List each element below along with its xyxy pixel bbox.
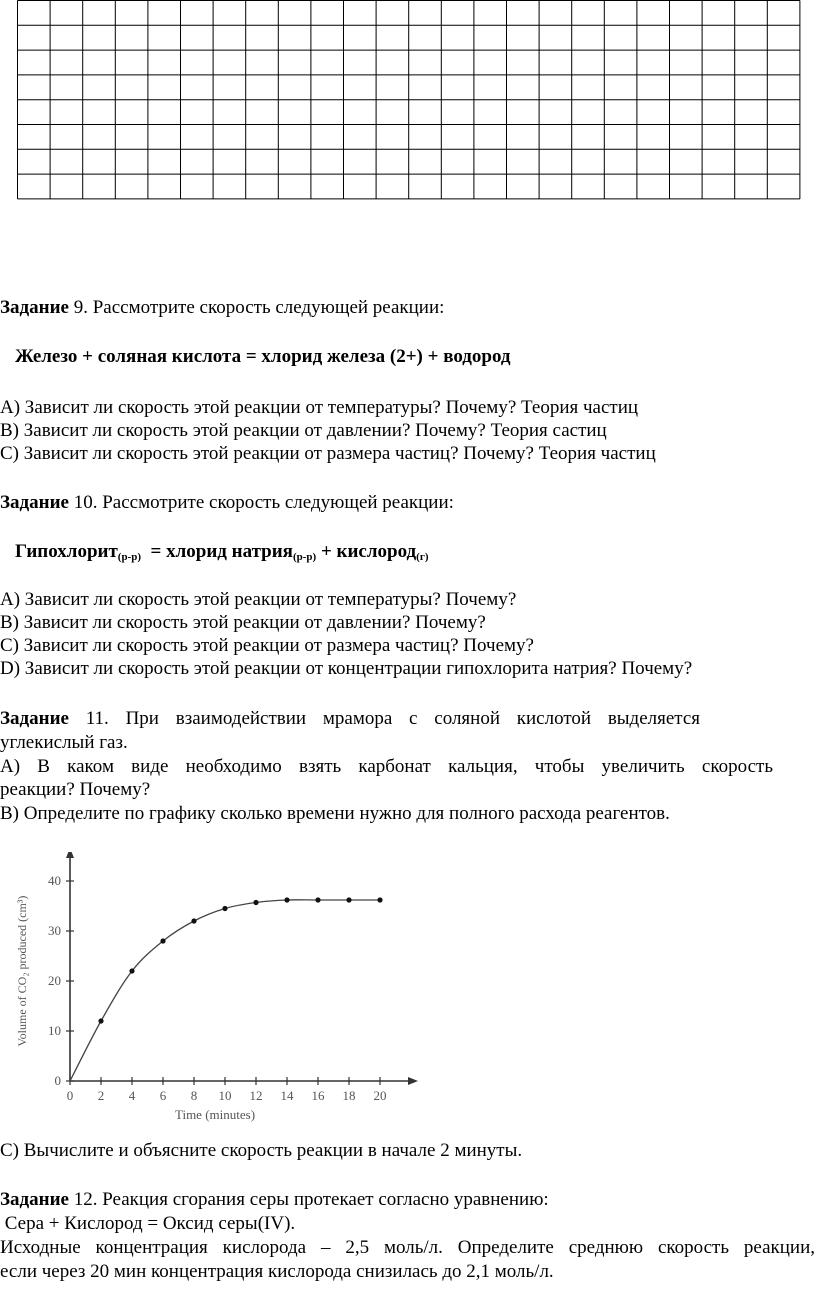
task11-label: Задание xyxy=(0,708,69,729)
x-tick-label: 6 xyxy=(159,1088,167,1103)
data-point xyxy=(377,897,382,902)
task10-item-d: D) Зависит ли скорость этой реакции от концентрации гипохлорита натрия? Почему? xyxy=(0,658,693,679)
task9-number: 9. xyxy=(73,297,88,318)
task9-item-c: С) Зависит ли скорость этой реакции от размера частиц? Почему? Теория частиц xyxy=(0,443,656,464)
task11-intro-line2: углекислый газ. xyxy=(0,732,128,753)
x-tick-label: 4 xyxy=(128,1088,136,1103)
answer-grid-lines xyxy=(17,0,801,200)
task10-text: Рассмотрите скорость следующей реакции: xyxy=(97,492,454,513)
x-tick-label: 16 xyxy=(311,1088,325,1103)
task10-eq-part2: = хлорид натрия xyxy=(141,541,293,562)
x-tick-label: 0 xyxy=(66,1088,74,1103)
task10-heading xyxy=(0,491,454,515)
task9-label: Задание xyxy=(0,297,69,318)
task10-eq-sub3: (г) xyxy=(416,551,429,563)
task11-number: 11. xyxy=(85,708,109,729)
x-tick-label: 2 xyxy=(97,1088,105,1103)
task12-line4: если через 20 мин концентрация кислорода снизилась до 2,1 моль/л. xyxy=(0,1261,554,1282)
task10-eq-part1: Гипохлорит xyxy=(15,541,118,562)
data-point xyxy=(346,897,351,902)
task10-eq-sub1: (р-р) xyxy=(117,551,142,563)
task10-number: 10. xyxy=(73,492,98,513)
data-point xyxy=(222,906,227,911)
data-point xyxy=(191,918,196,923)
task11-b: В) Определите по графику сколько времени нужно для полного расхода реагентов. xyxy=(0,803,670,824)
task12-number: 12. xyxy=(73,1189,98,1210)
y-tick-label: 20 xyxy=(48,973,61,988)
task10-label: Задание xyxy=(0,492,69,513)
x-axis-arrow xyxy=(408,1077,418,1085)
task12-label: Задание xyxy=(0,1189,69,1210)
task12-heading xyxy=(0,1188,549,1212)
task9-item-b: В) Зависит ли скорость этой реакции от давлении? Почему? Теория састиц xyxy=(0,420,607,441)
x-tick-label: 12 xyxy=(249,1088,263,1103)
data-point xyxy=(315,897,320,902)
series-line xyxy=(70,900,380,1081)
x-tick-label: 10 xyxy=(218,1088,232,1103)
task12-line3 xyxy=(0,1236,815,1260)
data-point xyxy=(284,897,289,902)
task11-heading xyxy=(0,707,700,731)
x-tick-label: 20 xyxy=(373,1088,387,1103)
task12-equation: Сера + Кислород = Оксид серы(IV). xyxy=(0,1213,296,1234)
data-point xyxy=(129,968,134,973)
co2-chart-svg xyxy=(8,852,428,1127)
task11-c: С) Вычислите и объясните скорость реакции в начале 2 минуты. xyxy=(0,1140,523,1161)
y-axis-label: Volume of CO₂ produced (cm³) xyxy=(15,895,29,1047)
task10-eq-part3: + кислород xyxy=(316,541,417,562)
task11-a-line1 xyxy=(0,755,773,779)
task11-intro-line1: При взаимодействии мрамора с соляной кислотой выделяется xyxy=(125,708,701,729)
task10-equation xyxy=(15,540,428,569)
task10-item-b: В) Зависит ли скорость этой реакции от давлении? Почему? xyxy=(0,612,486,633)
x-tick-label: 14 xyxy=(280,1088,294,1103)
data-point xyxy=(253,900,258,905)
y-tick-label: 30 xyxy=(48,923,61,938)
task10-item-a: А) Зависит ли скорость этой реакции от температуры? Почему? xyxy=(0,589,517,610)
data-point xyxy=(98,1018,103,1023)
y-axis-arrow xyxy=(66,852,74,858)
task12-line3-text: Исходные концентрация кислорода – 2,5 моль/л. Определите среднюю скорость реакции, xyxy=(0,1237,815,1258)
task11-a-line1-text: А) В каком виде необходимо взять карбонат кальция, чтобы увеличить скорость xyxy=(0,756,773,777)
y-tick-label: 0 xyxy=(54,1073,61,1088)
task12-text: Реакция сгорания серы протекает согласно уравнению: xyxy=(97,1189,549,1210)
x-tick-label: 18 xyxy=(342,1088,356,1103)
task10-eq-sub2: (р-р) xyxy=(292,551,317,563)
y-tick-label: 10 xyxy=(48,1023,61,1038)
task9-item-a: А) Зависит ли скорость этой реакции от температуры? Почему? Теория частиц xyxy=(0,397,639,418)
data-point xyxy=(160,938,165,943)
x-tick-label: 8 xyxy=(190,1088,198,1103)
co2-chart xyxy=(8,852,428,1132)
task10-item-c: С) Зависит ли скорость этой реакции от размера частиц? Почему? xyxy=(0,635,534,656)
task9-text: Рассмотрите скорость следующей реакции: xyxy=(87,297,445,318)
answer-grid xyxy=(17,0,801,205)
task9-equation: Железо + соляная кислота = хлорид железа (2+) + водород xyxy=(15,346,511,367)
task11-a-line2: реакции? Почему? xyxy=(0,779,151,800)
y-tick-label: 40 xyxy=(48,873,61,888)
x-axis-label: Time (minutes) xyxy=(174,1107,256,1122)
task9-heading xyxy=(0,296,444,320)
